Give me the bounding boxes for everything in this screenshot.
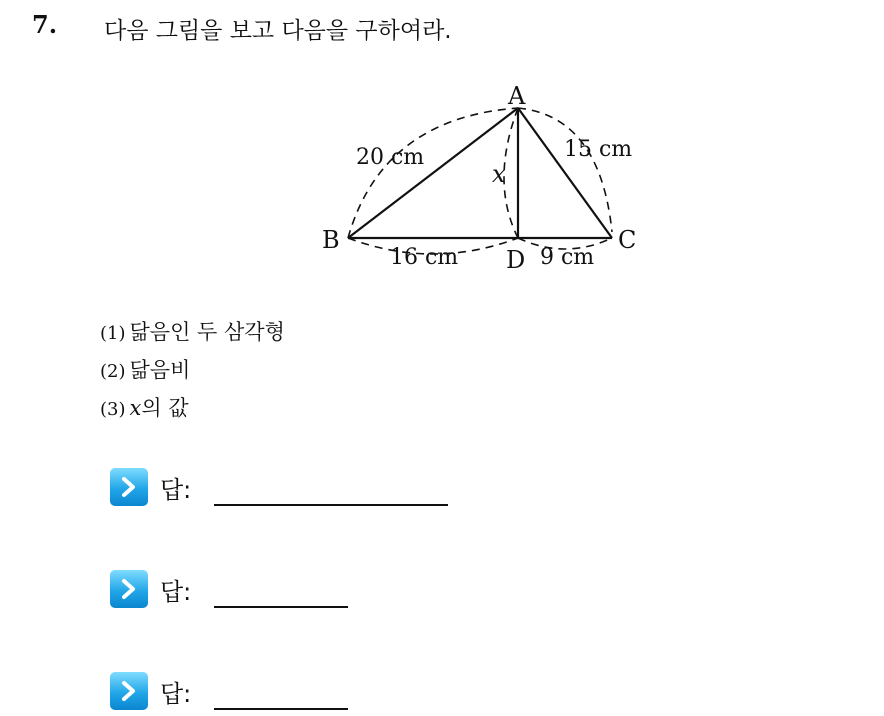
question-prompt: 다음 그림을 보고 다음을 구하여라. (104, 18, 452, 44)
chevron-right-icon (110, 570, 148, 608)
label-A: A (508, 82, 526, 110)
chevron-right-icon (110, 468, 148, 506)
subquestion-1 (100, 316, 285, 346)
length-BD: 16 cm (390, 245, 459, 270)
length-DC: 9 cm (540, 245, 595, 270)
question-number: 7. (32, 10, 58, 39)
subquestion-number: (2) (100, 361, 126, 382)
answer-input-3[interactable] (214, 708, 348, 710)
chevron-right-icon (110, 672, 148, 710)
subquestion-text: 닮음인 두 삼각형 (129, 320, 285, 344)
subquestion-number: (1) (100, 323, 126, 344)
subquestion-text: 닮음비 (129, 358, 191, 382)
label-B: B (322, 226, 340, 254)
subquestion-variable: x (129, 396, 142, 420)
segment-AC (518, 108, 612, 238)
label-C: C (618, 226, 637, 254)
answer-label: 답: (160, 476, 192, 504)
subquestion-2 (100, 354, 190, 384)
subquestion-3 (100, 392, 189, 422)
answer-label: 답: (160, 578, 192, 606)
length-AC: 15 cm (564, 137, 633, 162)
subquestion-text: 의 값 (141, 396, 189, 420)
label-D: D (506, 246, 526, 274)
label-x: x (492, 160, 506, 188)
subquestion-number: (3) (100, 399, 126, 420)
triangle-figure (300, 72, 660, 282)
length-AB: 20 cm (356, 145, 425, 170)
answer-input-2[interactable] (214, 606, 348, 608)
answer-label: 답: (160, 680, 192, 708)
arc-AD (504, 108, 518, 238)
answer-input-1[interactable] (214, 504, 448, 506)
